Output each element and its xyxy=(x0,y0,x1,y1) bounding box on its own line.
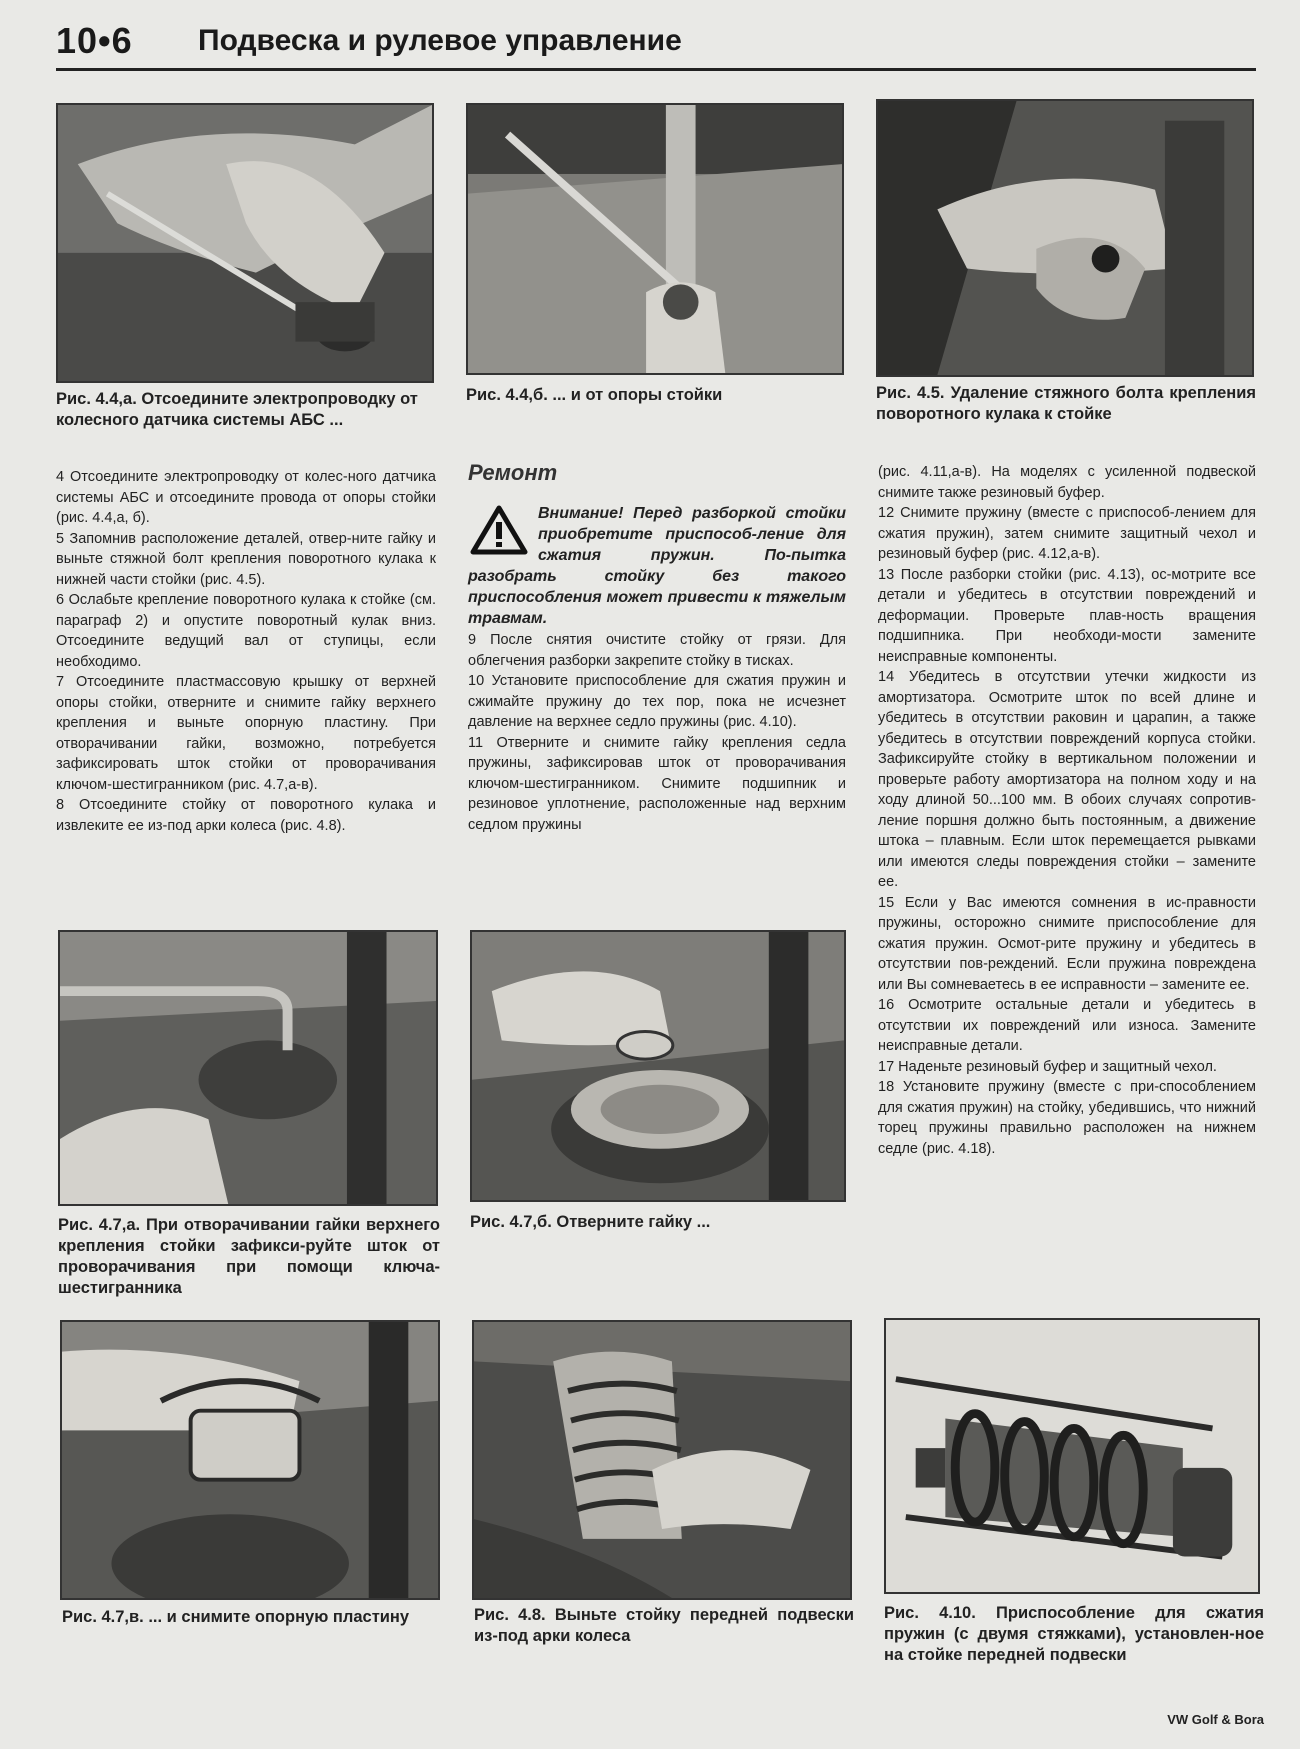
photo-fig-4-7c xyxy=(60,1320,440,1600)
photo-fig-4-7b xyxy=(470,930,846,1202)
paragraph-15: 15 Если у Вас имеются сомнения в ис-правности пружины, осторожно снимите приспособление для сжатия пружин. Осмот-рите пружину и убедитесь в отсутствии пов-реждений. Если пружина повреждена или Вы сомневаетесь в ее исправности – замените ее. xyxy=(878,894,1256,993)
page-header xyxy=(56,18,1256,71)
paragraph-11-cont: (рис. 4.11,а-в). На моделях с усиленной подвеской снимите также резиновый буфер. xyxy=(878,464,1256,501)
caption-fig-4-4a: Рис. 4.4,а. Отсоедините электропроводку от колесного датчика системы АБС ... xyxy=(56,390,418,429)
photo-fig-4-5 xyxy=(876,99,1254,377)
paragraph-13: 13 После разборки стойки (рис. 4.13), ос-мотрите все детали и убедитесь в отсутствии повреждений и деформации. Проверьте плав-ность вращения подшипника. При необходи-мости замените неисправные компоненты. xyxy=(878,566,1256,665)
paragraph-18: 18 Установите пружину (вместе с при-способлением для сжатия пружин) на стойку, убедившись, что нижний торец пружины правильно расположен на нижнем седле (рис. 4.18). xyxy=(878,1079,1256,1157)
caption-fig-4-7a: Рис. 4.7,а. При отворачивании гайки верхнего крепления стойки зафикси-руйте шток от проворачивания при помощи ключа-шестигранника xyxy=(58,1216,440,1297)
paragraph-12: 12 Снимите пружину (вместе с приспособ-лением для сжатия пружин), затем снимите защитный чехол и резиновый буфер (рис. 4.12,а-в). xyxy=(878,505,1256,562)
photo-fig-4-4a xyxy=(56,103,434,383)
paragraph-5: 5 Запомнив расположение деталей, отвер-ните гайку и выньте стяжной болт крепления поворотного кулака к нижней части стойки (рис. 4.5). xyxy=(56,530,436,588)
warning-triangle-icon xyxy=(470,505,528,555)
photo-fig-4-4b xyxy=(466,103,844,375)
paragraph-9: 9 После снятия очистите стойку от грязи. Для облегчения разборки закрепите стойку в тисках. xyxy=(468,632,846,669)
warning-box xyxy=(468,503,846,629)
footer-book-title: VW Golf & Bora xyxy=(1167,1712,1264,1727)
middle-text-column xyxy=(468,630,846,835)
caption-fig-4-7c: Рис. 4.7,в. ... и снимите опорную пластину xyxy=(62,1608,410,1626)
page-number: 10•6 xyxy=(56,20,133,61)
caption-fig-4-10: Рис. 4.10. Приспособление для сжатия пружин (с двумя стяжками), установлен-ное на стойке передней подвески xyxy=(884,1604,1264,1664)
paragraph-17: 17 Наденьте резиновый буфер и защитный чехол. xyxy=(878,1058,1217,1075)
paragraph-10: 10 Установите приспособление для сжатия пружин и сжимайте пружину до тех пор, пока не исчезнет давление на верхнее седло пружины (рис. 4.10). xyxy=(468,673,846,730)
right-text-column xyxy=(878,462,1256,1159)
paragraph-6: 6 Ослабьте крепление поворотного кулака к стойке (см. параграф 2) и опустите поворотный кулак вниз. Отсоедините ведущий вал от ступицы, если необходимо. xyxy=(56,592,436,670)
paragraph-4: 4 Отсоедините электропроводку от колес-ного датчика системы АБС и отсоедините провода от опоры стойки (рис. 4.4,а, б). xyxy=(56,469,436,526)
caption-fig-4-8: Рис. 4.8. Выньте стойку передней подвески из-под арки колеса xyxy=(474,1606,854,1645)
paragraph-14: 14 Убедитесь в отсутствии утечки жидкости из амортизатора. Осмотрите шток по всей длине и убедитесь в отсутствии раковин и царапин, а также убедитесь в отсутствии повреждений корпуса стойки. Зафиксируйте стойку в вертикальном положении и проверьте работу амортизатора на полном ходу и на ходу длиной 50...100 мм. В обоих случаях сопротив-ление поршня должно быть постоянным, а движение штока – плавным. Если шток перемещается рывками или имеются следы повреждения стойки – замените ее. xyxy=(878,669,1256,890)
section-title-repair: Ремонт xyxy=(468,460,558,485)
photo-fig-4-10 xyxy=(884,1318,1260,1594)
paragraph-8: 8 Отсоедините стойку от поворотного кулака и извлеките ее из-под арки колеса (рис. 4.8). xyxy=(56,797,436,834)
warning-text: Внимание! Перед разборкой стойки приобретите приспособ-ление для сжатия пружин. По-пытка разобрать стойку без такого приспособления может привести к тяжелым травмам. xyxy=(468,505,846,627)
paragraph-7: 7 Отсоедините пластмассовую крышку от верхней опоры стойки, отверните и снимите гайку верхнего крепления и выньте опорную пластину. При отворачивании гайки, возможно, потребуется зафиксировать шток стойки от проворачивания ключом-шестигранником (рис. 4.7,а-в). xyxy=(56,674,436,793)
caption-fig-4-4b: Рис. 4.4,б. ... и от опоры стойки xyxy=(466,386,723,404)
photo-fig-4-8 xyxy=(472,1320,852,1600)
caption-fig-4-7b: Рис. 4.7,б. Отверните гайку ... xyxy=(470,1213,711,1231)
paragraph-16: 16 Осмотрите остальные детали и убедитесь в отсутствии их повреждений или износа. Замените неисправные детали. xyxy=(878,997,1256,1054)
paragraph-11: 11 Отверните и снимите гайку крепления седла пружины, зафиксировав шток от проворачивания ключом-шестигранником. Снимите подшипник и резиновое уплотнение, расположенные над верхним седлом пружины xyxy=(468,734,846,833)
caption-fig-4-5: Рис. 4.5. Удаление стяжного болта крепления поворотного кулака к стойке xyxy=(876,384,1256,423)
photo-fig-4-7a xyxy=(58,930,438,1206)
left-text-column xyxy=(56,467,436,836)
chapter-title: Подвеска и рулевое управление xyxy=(198,24,682,57)
